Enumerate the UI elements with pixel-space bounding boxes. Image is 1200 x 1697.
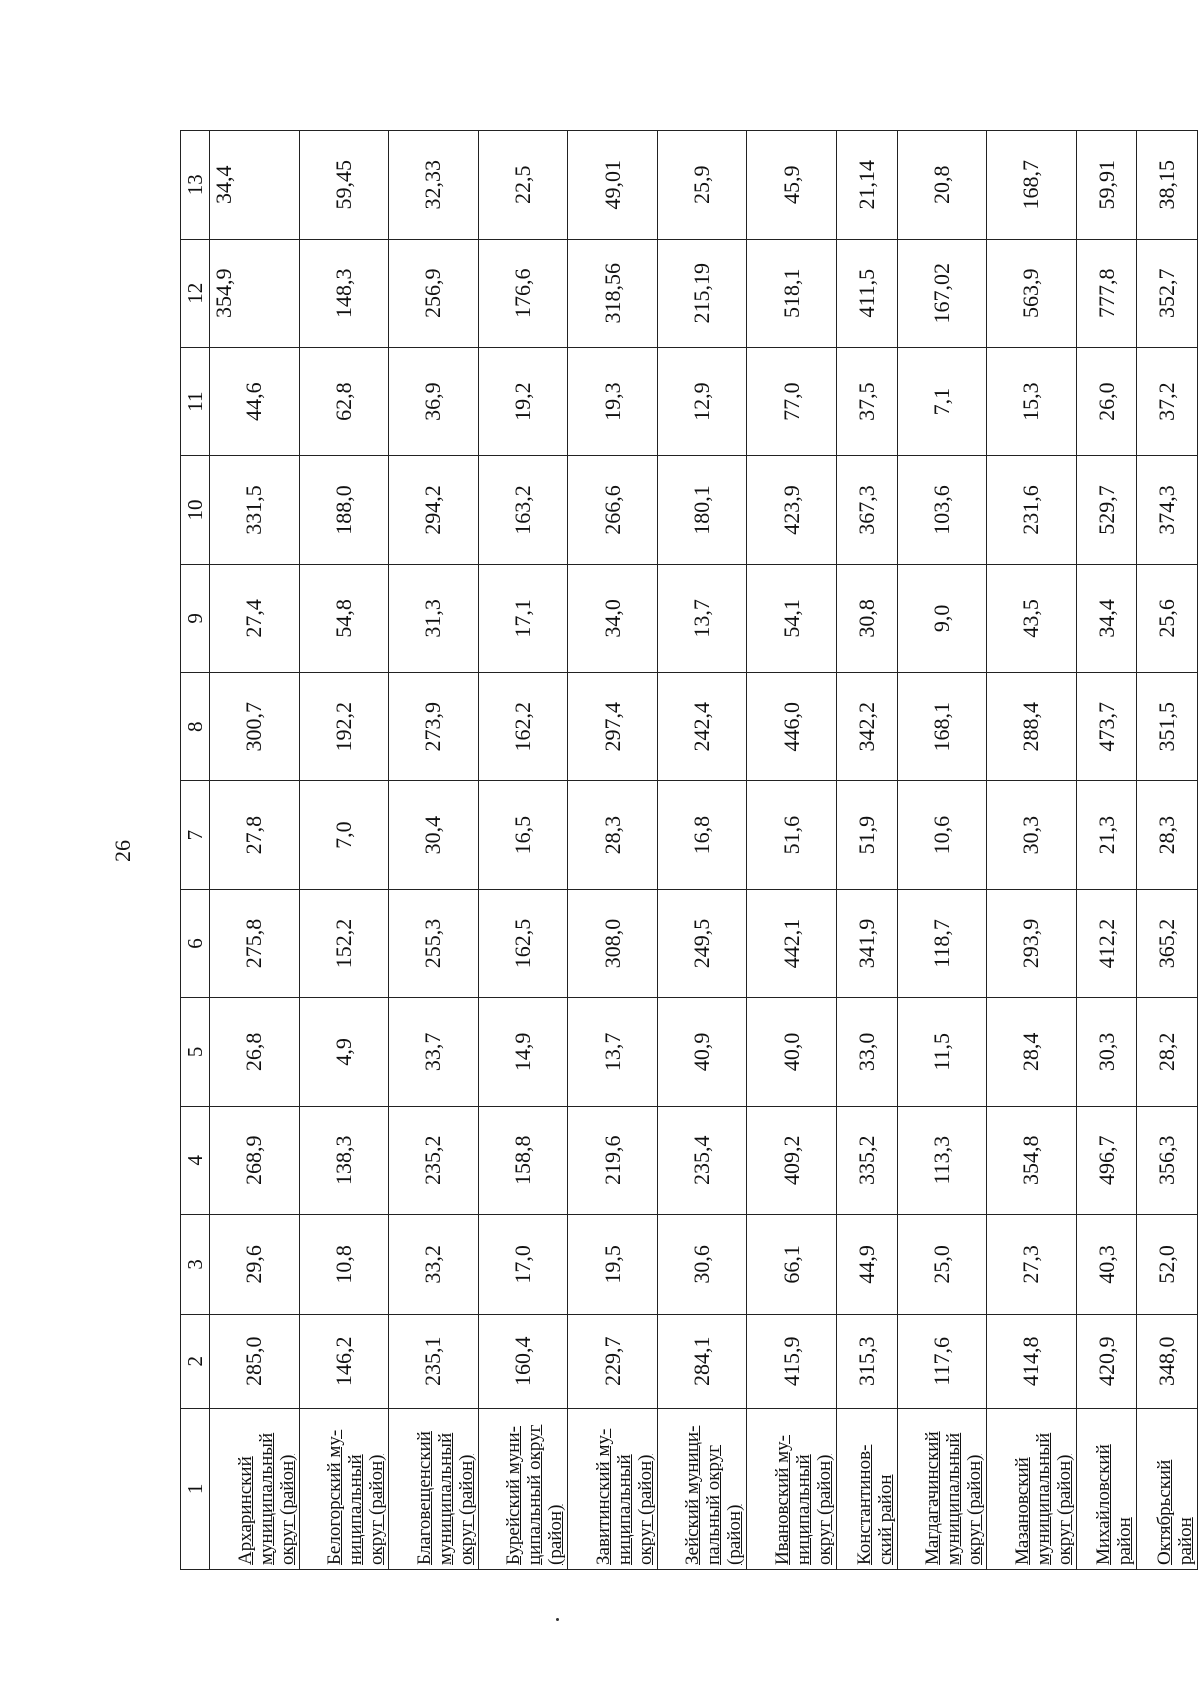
value-cell: 51,9 bbox=[836, 781, 897, 889]
column-header: 1 bbox=[181, 1408, 210, 1569]
column-header: 5 bbox=[181, 998, 210, 1106]
value-cell: 118,7 bbox=[897, 889, 987, 997]
value-cell: 341,9 bbox=[836, 889, 897, 997]
value-cell: 66,1 bbox=[747, 1214, 837, 1314]
value-cell: 374,3 bbox=[1137, 456, 1198, 564]
value-cell: 16,8 bbox=[657, 781, 747, 889]
value-cell: 138,3 bbox=[299, 1106, 389, 1214]
value-cell: 29,6 bbox=[210, 1214, 300, 1314]
value-cell: 27,4 bbox=[210, 564, 300, 672]
statistics-table bbox=[180, 130, 1198, 1570]
value-cell: 158,8 bbox=[478, 1106, 568, 1214]
district-name-cell: Бурейский муни-ципальный округ (район) bbox=[478, 1408, 568, 1569]
value-cell: 13,7 bbox=[568, 998, 658, 1106]
value-cell: 192,2 bbox=[299, 673, 389, 781]
value-cell: 40,0 bbox=[747, 998, 837, 1106]
district-name-cell: Завитинский му-ниципальный округ (район) bbox=[568, 1408, 658, 1569]
value-cell: 27,3 bbox=[987, 1214, 1077, 1314]
column-header: 9 bbox=[181, 564, 210, 672]
value-cell: 26,0 bbox=[1076, 347, 1137, 455]
value-cell: 54,8 bbox=[299, 564, 389, 672]
value-cell: 235,2 bbox=[389, 1106, 479, 1214]
value-cell: 34,4 bbox=[210, 131, 300, 240]
value-cell: 51,6 bbox=[747, 781, 837, 889]
value-cell: 7,0 bbox=[299, 781, 389, 889]
value-cell: 19,5 bbox=[568, 1214, 658, 1314]
value-cell: 342,2 bbox=[836, 673, 897, 781]
district-name-cell: Архаринский муниципальный округ (район) bbox=[210, 1408, 300, 1569]
value-cell: 365,2 bbox=[1137, 889, 1198, 997]
district-name-cell: Константинов-ский район bbox=[836, 1408, 897, 1569]
value-cell: 32,33 bbox=[389, 131, 479, 240]
value-cell: 266,6 bbox=[568, 456, 658, 564]
value-cell: 423,9 bbox=[747, 456, 837, 564]
value-cell: 335,2 bbox=[836, 1106, 897, 1214]
column-header: 6 bbox=[181, 889, 210, 997]
statistics-table-rotated bbox=[180, 130, 1198, 1570]
value-cell: 22,5 bbox=[478, 131, 568, 240]
district-name-cell: Михайловский район bbox=[1076, 1408, 1137, 1569]
value-cell: 162,2 bbox=[478, 673, 568, 781]
value-cell: 59,45 bbox=[299, 131, 389, 240]
value-cell: 176,6 bbox=[478, 239, 568, 347]
value-cell: 354,8 bbox=[987, 1106, 1077, 1214]
value-cell: 300,7 bbox=[210, 673, 300, 781]
value-cell: 411,5 bbox=[836, 239, 897, 347]
value-cell: 285,0 bbox=[210, 1314, 300, 1408]
value-cell: 409,2 bbox=[747, 1106, 837, 1214]
value-cell: 473,7 bbox=[1076, 673, 1137, 781]
value-cell: 308,0 bbox=[568, 889, 658, 997]
value-cell: 12,9 bbox=[657, 347, 747, 455]
district-name-cell: Ивановский му-ниципальный округ (район) bbox=[747, 1408, 837, 1569]
value-cell: 14,9 bbox=[478, 998, 568, 1106]
value-cell: 30,8 bbox=[836, 564, 897, 672]
column-header: 11 bbox=[181, 347, 210, 455]
value-cell: 77,0 bbox=[747, 347, 837, 455]
value-cell: 356,3 bbox=[1137, 1106, 1198, 1214]
district-name-cell: Благовещенский муниципальный округ (район) bbox=[389, 1408, 479, 1569]
column-header: 3 bbox=[181, 1214, 210, 1314]
value-cell: 11,5 bbox=[897, 998, 987, 1106]
value-cell: 231,6 bbox=[987, 456, 1077, 564]
value-cell: 242,4 bbox=[657, 673, 747, 781]
column-header: 4 bbox=[181, 1106, 210, 1214]
value-cell: 25,6 bbox=[1137, 564, 1198, 672]
value-cell: 529,7 bbox=[1076, 456, 1137, 564]
value-cell: 45,9 bbox=[747, 131, 837, 240]
table-row bbox=[389, 131, 479, 1570]
value-cell: 38,15 bbox=[1137, 131, 1198, 240]
value-cell: 518,1 bbox=[747, 239, 837, 347]
value-cell: 7,1 bbox=[897, 347, 987, 455]
column-header: 8 bbox=[181, 673, 210, 781]
value-cell: 294,2 bbox=[389, 456, 479, 564]
table-row bbox=[987, 131, 1077, 1570]
value-cell: 28,4 bbox=[987, 998, 1077, 1106]
value-cell: 180,1 bbox=[657, 456, 747, 564]
value-cell: 15,3 bbox=[987, 347, 1077, 455]
table-body bbox=[210, 131, 1198, 1570]
value-cell: 30,3 bbox=[1076, 998, 1137, 1106]
value-cell: 17,1 bbox=[478, 564, 568, 672]
value-cell: 215,19 bbox=[657, 239, 747, 347]
value-cell: 315,3 bbox=[836, 1314, 897, 1408]
value-cell: 348,0 bbox=[1137, 1314, 1198, 1408]
table-header-row bbox=[181, 131, 210, 1570]
value-cell: 31,3 bbox=[389, 564, 479, 672]
column-header: 13 bbox=[181, 131, 210, 240]
column-header: 12 bbox=[181, 239, 210, 347]
value-cell: 49,01 bbox=[568, 131, 658, 240]
value-cell: 293,9 bbox=[987, 889, 1077, 997]
value-cell: 188,0 bbox=[299, 456, 389, 564]
value-cell: 19,2 bbox=[478, 347, 568, 455]
column-header: 10 bbox=[181, 456, 210, 564]
value-cell: 44,6 bbox=[210, 347, 300, 455]
value-cell: 420,9 bbox=[1076, 1314, 1137, 1408]
value-cell: 33,2 bbox=[389, 1214, 479, 1314]
value-cell: 62,8 bbox=[299, 347, 389, 455]
column-header: 2 bbox=[181, 1314, 210, 1408]
value-cell: 297,4 bbox=[568, 673, 658, 781]
value-cell: 412,2 bbox=[1076, 889, 1137, 997]
value-cell: 33,0 bbox=[836, 998, 897, 1106]
value-cell: 152,2 bbox=[299, 889, 389, 997]
value-cell: 43,5 bbox=[987, 564, 1077, 672]
table-row bbox=[299, 131, 389, 1570]
value-cell: 162,5 bbox=[478, 889, 568, 997]
value-cell: 28,3 bbox=[1137, 781, 1198, 889]
value-cell: 4,9 bbox=[299, 998, 389, 1106]
value-cell: 103,6 bbox=[897, 456, 987, 564]
value-cell: 167,02 bbox=[897, 239, 987, 347]
value-cell: 235,4 bbox=[657, 1106, 747, 1214]
value-cell: 16,5 bbox=[478, 781, 568, 889]
value-cell: 10,6 bbox=[897, 781, 987, 889]
value-cell: 284,1 bbox=[657, 1314, 747, 1408]
table-row bbox=[836, 131, 897, 1570]
value-cell: 255,3 bbox=[389, 889, 479, 997]
district-name-cell: Октябрьский район bbox=[1137, 1408, 1198, 1569]
value-cell: 318,56 bbox=[568, 239, 658, 347]
value-cell: 160,4 bbox=[478, 1314, 568, 1408]
value-cell: 414,8 bbox=[987, 1314, 1077, 1408]
value-cell: 442,1 bbox=[747, 889, 837, 997]
value-cell: 354,9 bbox=[210, 239, 300, 347]
value-cell: 33,7 bbox=[389, 998, 479, 1106]
value-cell: 26,8 bbox=[210, 998, 300, 1106]
value-cell: 268,9 bbox=[210, 1106, 300, 1214]
value-cell: 229,7 bbox=[568, 1314, 658, 1408]
value-cell: 36,9 bbox=[389, 347, 479, 455]
value-cell: 331,5 bbox=[210, 456, 300, 564]
table-row bbox=[1137, 131, 1198, 1570]
value-cell: 30,6 bbox=[657, 1214, 747, 1314]
value-cell: 367,3 bbox=[836, 456, 897, 564]
value-cell: 351,5 bbox=[1137, 673, 1198, 781]
value-cell: 275,8 bbox=[210, 889, 300, 997]
table-row bbox=[1076, 131, 1137, 1570]
value-cell: 219,6 bbox=[568, 1106, 658, 1214]
value-cell: 19,3 bbox=[568, 347, 658, 455]
value-cell: 249,5 bbox=[657, 889, 747, 997]
value-cell: 117,6 bbox=[897, 1314, 987, 1408]
value-cell: 777,8 bbox=[1076, 239, 1137, 347]
value-cell: 44,9 bbox=[836, 1214, 897, 1314]
page-number: 26 bbox=[110, 840, 135, 862]
table-row bbox=[478, 131, 568, 1570]
value-cell: 352,7 bbox=[1137, 239, 1198, 347]
scan-speck bbox=[556, 1618, 559, 1621]
value-cell: 25,0 bbox=[897, 1214, 987, 1314]
value-cell: 10,8 bbox=[299, 1214, 389, 1314]
value-cell: 563,9 bbox=[987, 239, 1077, 347]
value-cell: 288,4 bbox=[987, 673, 1077, 781]
value-cell: 54,1 bbox=[747, 564, 837, 672]
value-cell: 496,7 bbox=[1076, 1106, 1137, 1214]
value-cell: 37,2 bbox=[1137, 347, 1198, 455]
district-name-cell: Зейский муници-пальный округ (район) bbox=[657, 1408, 747, 1569]
value-cell: 34,0 bbox=[568, 564, 658, 672]
value-cell: 21,3 bbox=[1076, 781, 1137, 889]
value-cell: 28,2 bbox=[1137, 998, 1198, 1106]
table-row bbox=[657, 131, 747, 1570]
value-cell: 40,9 bbox=[657, 998, 747, 1106]
value-cell: 17,0 bbox=[478, 1214, 568, 1314]
value-cell: 235,1 bbox=[389, 1314, 479, 1408]
column-header: 7 bbox=[181, 781, 210, 889]
value-cell: 446,0 bbox=[747, 673, 837, 781]
value-cell: 27,8 bbox=[210, 781, 300, 889]
district-name-cell: Мазановский муниципальный округ (район) bbox=[987, 1408, 1077, 1569]
district-name-cell: Белогорский му-ниципальный округ (район) bbox=[299, 1408, 389, 1569]
value-cell: 40,3 bbox=[1076, 1214, 1137, 1314]
value-cell: 59,91 bbox=[1076, 131, 1137, 240]
value-cell: 52,0 bbox=[1137, 1214, 1198, 1314]
table-row bbox=[210, 131, 300, 1570]
value-cell: 9,0 bbox=[897, 564, 987, 672]
value-cell: 163,2 bbox=[478, 456, 568, 564]
value-cell: 34,4 bbox=[1076, 564, 1137, 672]
value-cell: 113,3 bbox=[897, 1106, 987, 1214]
value-cell: 273,9 bbox=[389, 673, 479, 781]
value-cell: 37,5 bbox=[836, 347, 897, 455]
value-cell: 148,3 bbox=[299, 239, 389, 347]
value-cell: 146,2 bbox=[299, 1314, 389, 1408]
value-cell: 20,8 bbox=[897, 131, 987, 240]
value-cell: 21,14 bbox=[836, 131, 897, 240]
value-cell: 30,3 bbox=[987, 781, 1077, 889]
table-row bbox=[568, 131, 658, 1570]
value-cell: 168,7 bbox=[987, 131, 1077, 240]
value-cell: 30,4 bbox=[389, 781, 479, 889]
value-cell: 28,3 bbox=[568, 781, 658, 889]
value-cell: 415,9 bbox=[747, 1314, 837, 1408]
value-cell: 168,1 bbox=[897, 673, 987, 781]
table-row bbox=[747, 131, 837, 1570]
value-cell: 25,9 bbox=[657, 131, 747, 240]
table-row bbox=[897, 131, 987, 1570]
value-cell: 256,9 bbox=[389, 239, 479, 347]
district-name-cell: Магдагачинский муниципальный округ (район) bbox=[897, 1408, 987, 1569]
value-cell: 13,7 bbox=[657, 564, 747, 672]
